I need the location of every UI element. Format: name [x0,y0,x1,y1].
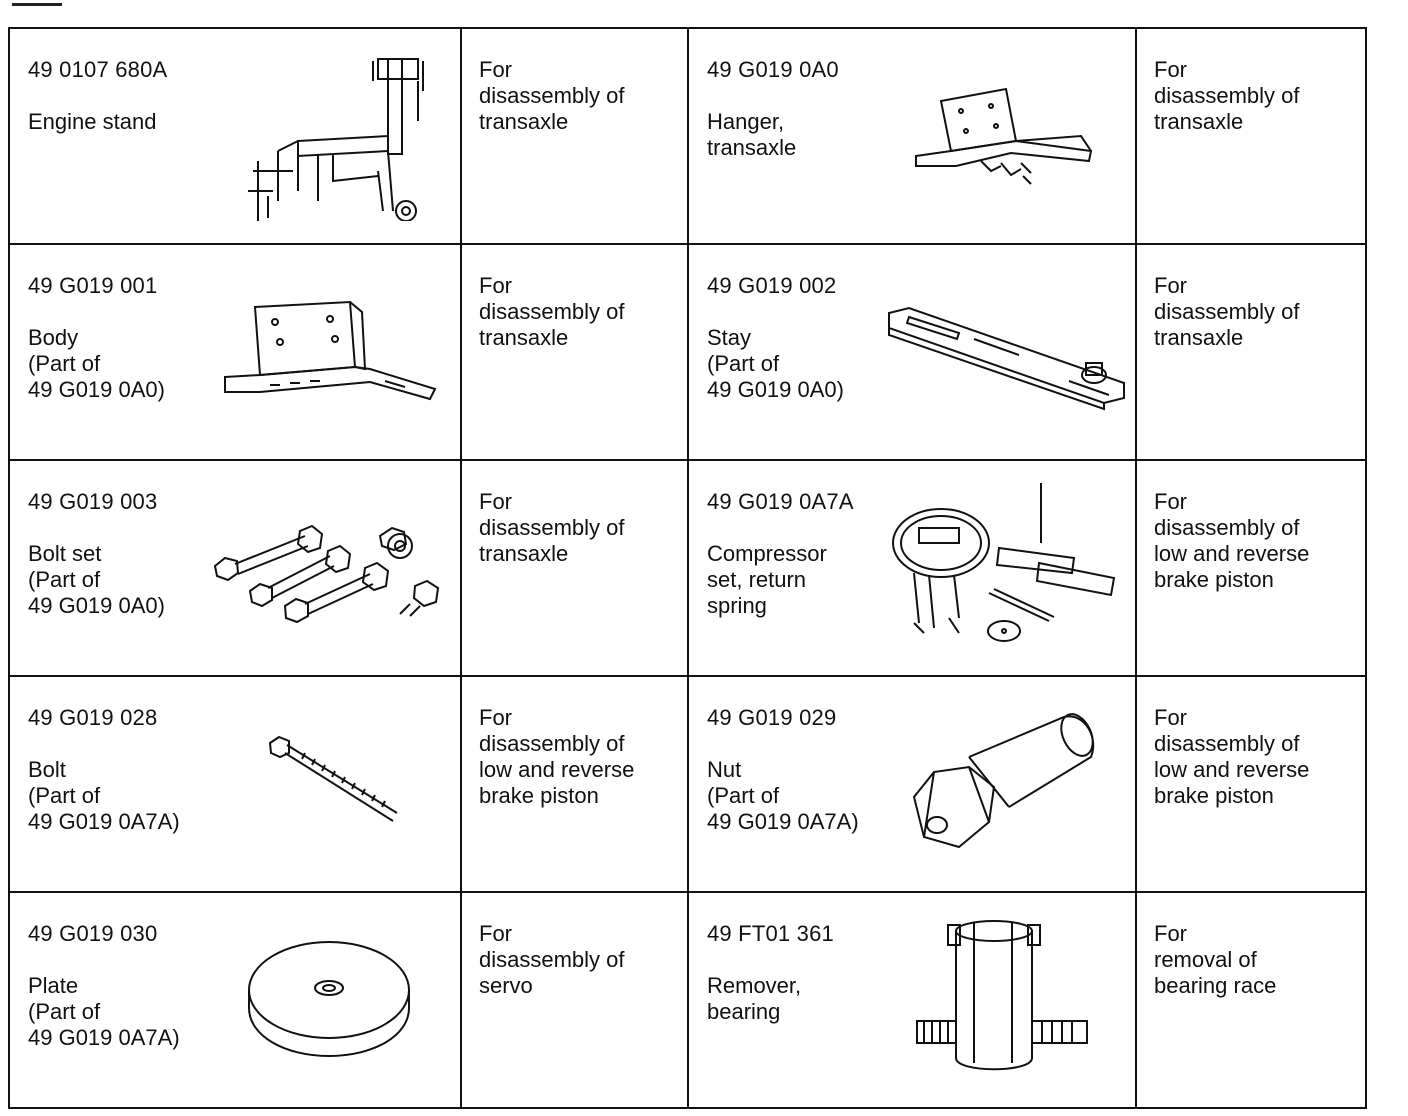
compressor-set-icon [889,483,1119,648]
tool-cell [688,892,1136,1108]
engine-stand-icon [238,51,428,221]
part-number: 49 G019 028 [28,705,158,730]
tool-use: For disassembly of transaxle [479,273,625,350]
tool-cell [9,28,461,244]
use-cell [461,28,688,244]
part-number: 49 G019 029 [707,705,837,730]
use-cell [461,892,688,1108]
tool-use: For disassembly of transaxle [1154,57,1300,134]
use-cell [1136,892,1366,1108]
tool-cell [688,460,1136,676]
use-cell [461,244,688,460]
tool-cell [688,676,1136,892]
tool-cell [9,460,461,676]
special-tools-table [8,27,1367,1109]
table-row [9,244,1366,460]
part-number: 49 G019 030 [28,921,158,946]
part-number: 49 G019 002 [707,273,837,298]
use-cell [1136,28,1366,244]
tool-use: For disassembly of low and reverse brake piston [479,705,635,808]
part-number: 49 G019 001 [28,273,158,298]
use-cell [1136,244,1366,460]
tool-cell [9,892,461,1108]
use-cell [1136,460,1366,676]
plate-icon [245,938,415,1063]
table-row [9,460,1366,676]
part-number: 49 0107 680A [28,57,168,82]
bearing-remover-icon [914,913,1094,1083]
tool-name: Plate (Part of 49 G019 0A7A) [28,973,180,1050]
use-cell [461,676,688,892]
part-number: 49 G019 0A7A [707,489,854,514]
body-bracket-icon [220,297,440,407]
tool-name: Engine stand [28,109,157,134]
hanger-icon [911,81,1101,191]
table-row [9,28,1366,244]
use-cell [461,460,688,676]
tool-name: Remover, bearing [707,973,802,1024]
part-number: 49 G019 003 [28,489,158,514]
use-cell [1136,676,1366,892]
tool-name: Body (Part of 49 G019 0A0) [28,325,165,402]
table-row [9,892,1366,1108]
tool-use: For disassembly of servo [479,921,625,998]
tool-name: Bolt (Part of 49 G019 0A7A) [28,757,180,834]
bolt-set-icon [210,506,455,626]
nut-icon [909,707,1099,857]
tool-use: For disassembly of transaxle [1154,273,1300,350]
tool-cell [9,676,461,892]
stay-bar-icon [879,303,1129,413]
tool-cell [688,28,1136,244]
tool-name: Bolt set (Part of 49 G019 0A0) [28,541,165,618]
tool-cell [9,244,461,460]
page-header-mark [12,3,62,12]
tool-name: Compressor set, return spring [707,541,827,618]
tool-use: For disassembly of transaxle [479,57,625,134]
tool-use: For disassembly of low and reverse brake piston [1154,489,1310,592]
part-number: 49 FT01 361 [707,921,834,946]
tool-use: For removal of bearing race [1154,921,1277,998]
tool-cell [688,244,1136,460]
part-number: 49 G019 0A0 [707,57,839,82]
table-row [9,676,1366,892]
bolt-icon [265,735,405,825]
tool-use: For disassembly of transaxle [479,489,625,566]
tool-use: For disassembly of low and reverse brake piston [1154,705,1310,808]
tool-name: Hanger, transaxle [707,109,797,160]
tool-name: Stay (Part of 49 G019 0A0) [707,325,844,402]
tool-name: Nut (Part of 49 G019 0A7A) [707,757,859,834]
